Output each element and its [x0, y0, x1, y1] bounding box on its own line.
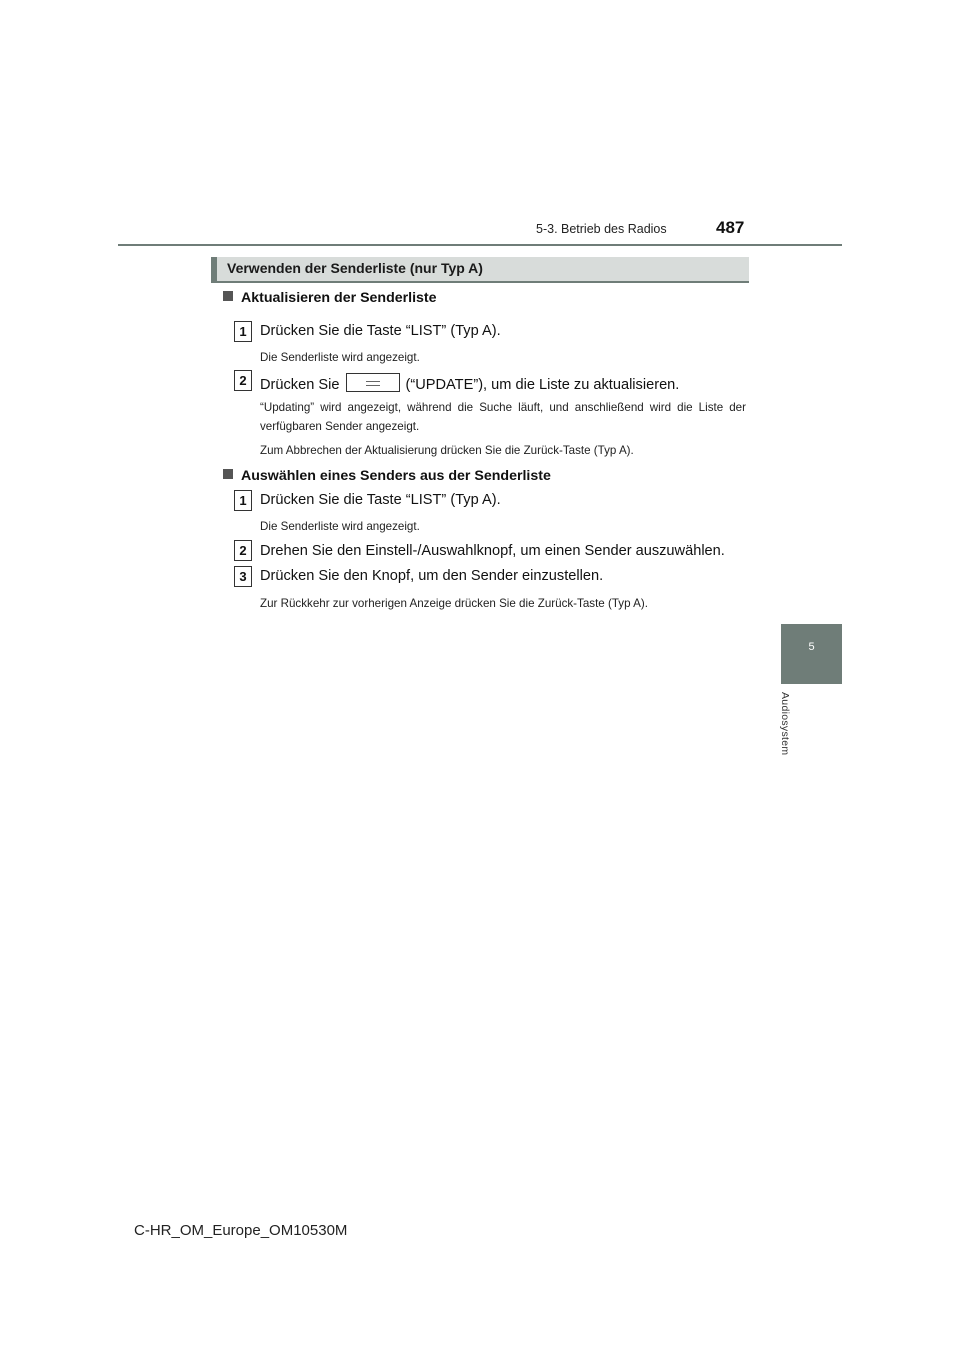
running-header-section: 5-3. Betrieb des Radios — [536, 222, 667, 236]
subheading-update-list — [223, 290, 437, 306]
step-note: Zur Rückkehr zur vorherigen Anzeige drücken Sie die Zurück-Taste (Typ A). — [260, 597, 648, 610]
chapter-tab-label: Audiosystem — [779, 692, 791, 756]
step-note: Zum Abbrechen der Aktualisierung drücken Sie die Zurück-Taste (Typ A). — [260, 444, 634, 457]
square-bullet-icon — [223, 469, 233, 479]
step-badge: 2 — [234, 370, 252, 391]
step-text: Drücken Sie die Taste “LIST” (Typ A). — [260, 323, 501, 339]
square-bullet-icon — [223, 291, 233, 301]
step-badge: 1 — [234, 321, 252, 342]
subheading-select-station — [223, 468, 551, 484]
step-text: Drehen Sie den Einstell-/Auswahlknopf, um einen Sender auszuwählen. — [260, 543, 725, 559]
header-divider — [118, 244, 842, 246]
step-text: Drücken Sie die Taste “LIST” (Typ A). — [260, 492, 501, 508]
document-code: C-HR_OM_Europe_OM10530M — [134, 1222, 348, 1239]
subheading-update-list-text: Aktualisieren der Senderliste — [241, 290, 437, 306]
update-button-icon — [346, 373, 400, 392]
page-number: 487 — [716, 218, 745, 237]
chapter-tab — [781, 624, 842, 684]
update-button-glyph — [366, 381, 380, 386]
section-title: Verwenden der Senderliste (nur Typ A) — [227, 260, 483, 276]
step-note: Die Senderliste wird angezeigt. — [260, 520, 420, 533]
step-note: Die Senderliste wird angezeigt. — [260, 351, 420, 364]
step-badge: 3 — [234, 566, 252, 587]
subheading-select-station-text: Auswählen eines Senders aus der Senderliste — [241, 468, 551, 484]
step-text-after: (“UPDATE”), um die Liste zu aktualisieren. — [405, 377, 680, 393]
chapter-tab-number: 5 — [808, 641, 815, 653]
step-badge: 1 — [234, 490, 252, 511]
section-header — [211, 257, 749, 283]
step-badge: 2 — [234, 540, 252, 561]
step-text-before: Drücken Sie — [260, 377, 340, 393]
step-text — [260, 373, 679, 393]
step-text: Drücken Sie den Knopf, um den Sender einzustellen. — [260, 568, 604, 584]
section-header-bar — [211, 257, 217, 281]
step-note: “Updating” wird angezeigt, während die Suche läuft, und anschließend wird die Liste der verfügbaren Sender angezeigt. — [260, 401, 746, 433]
